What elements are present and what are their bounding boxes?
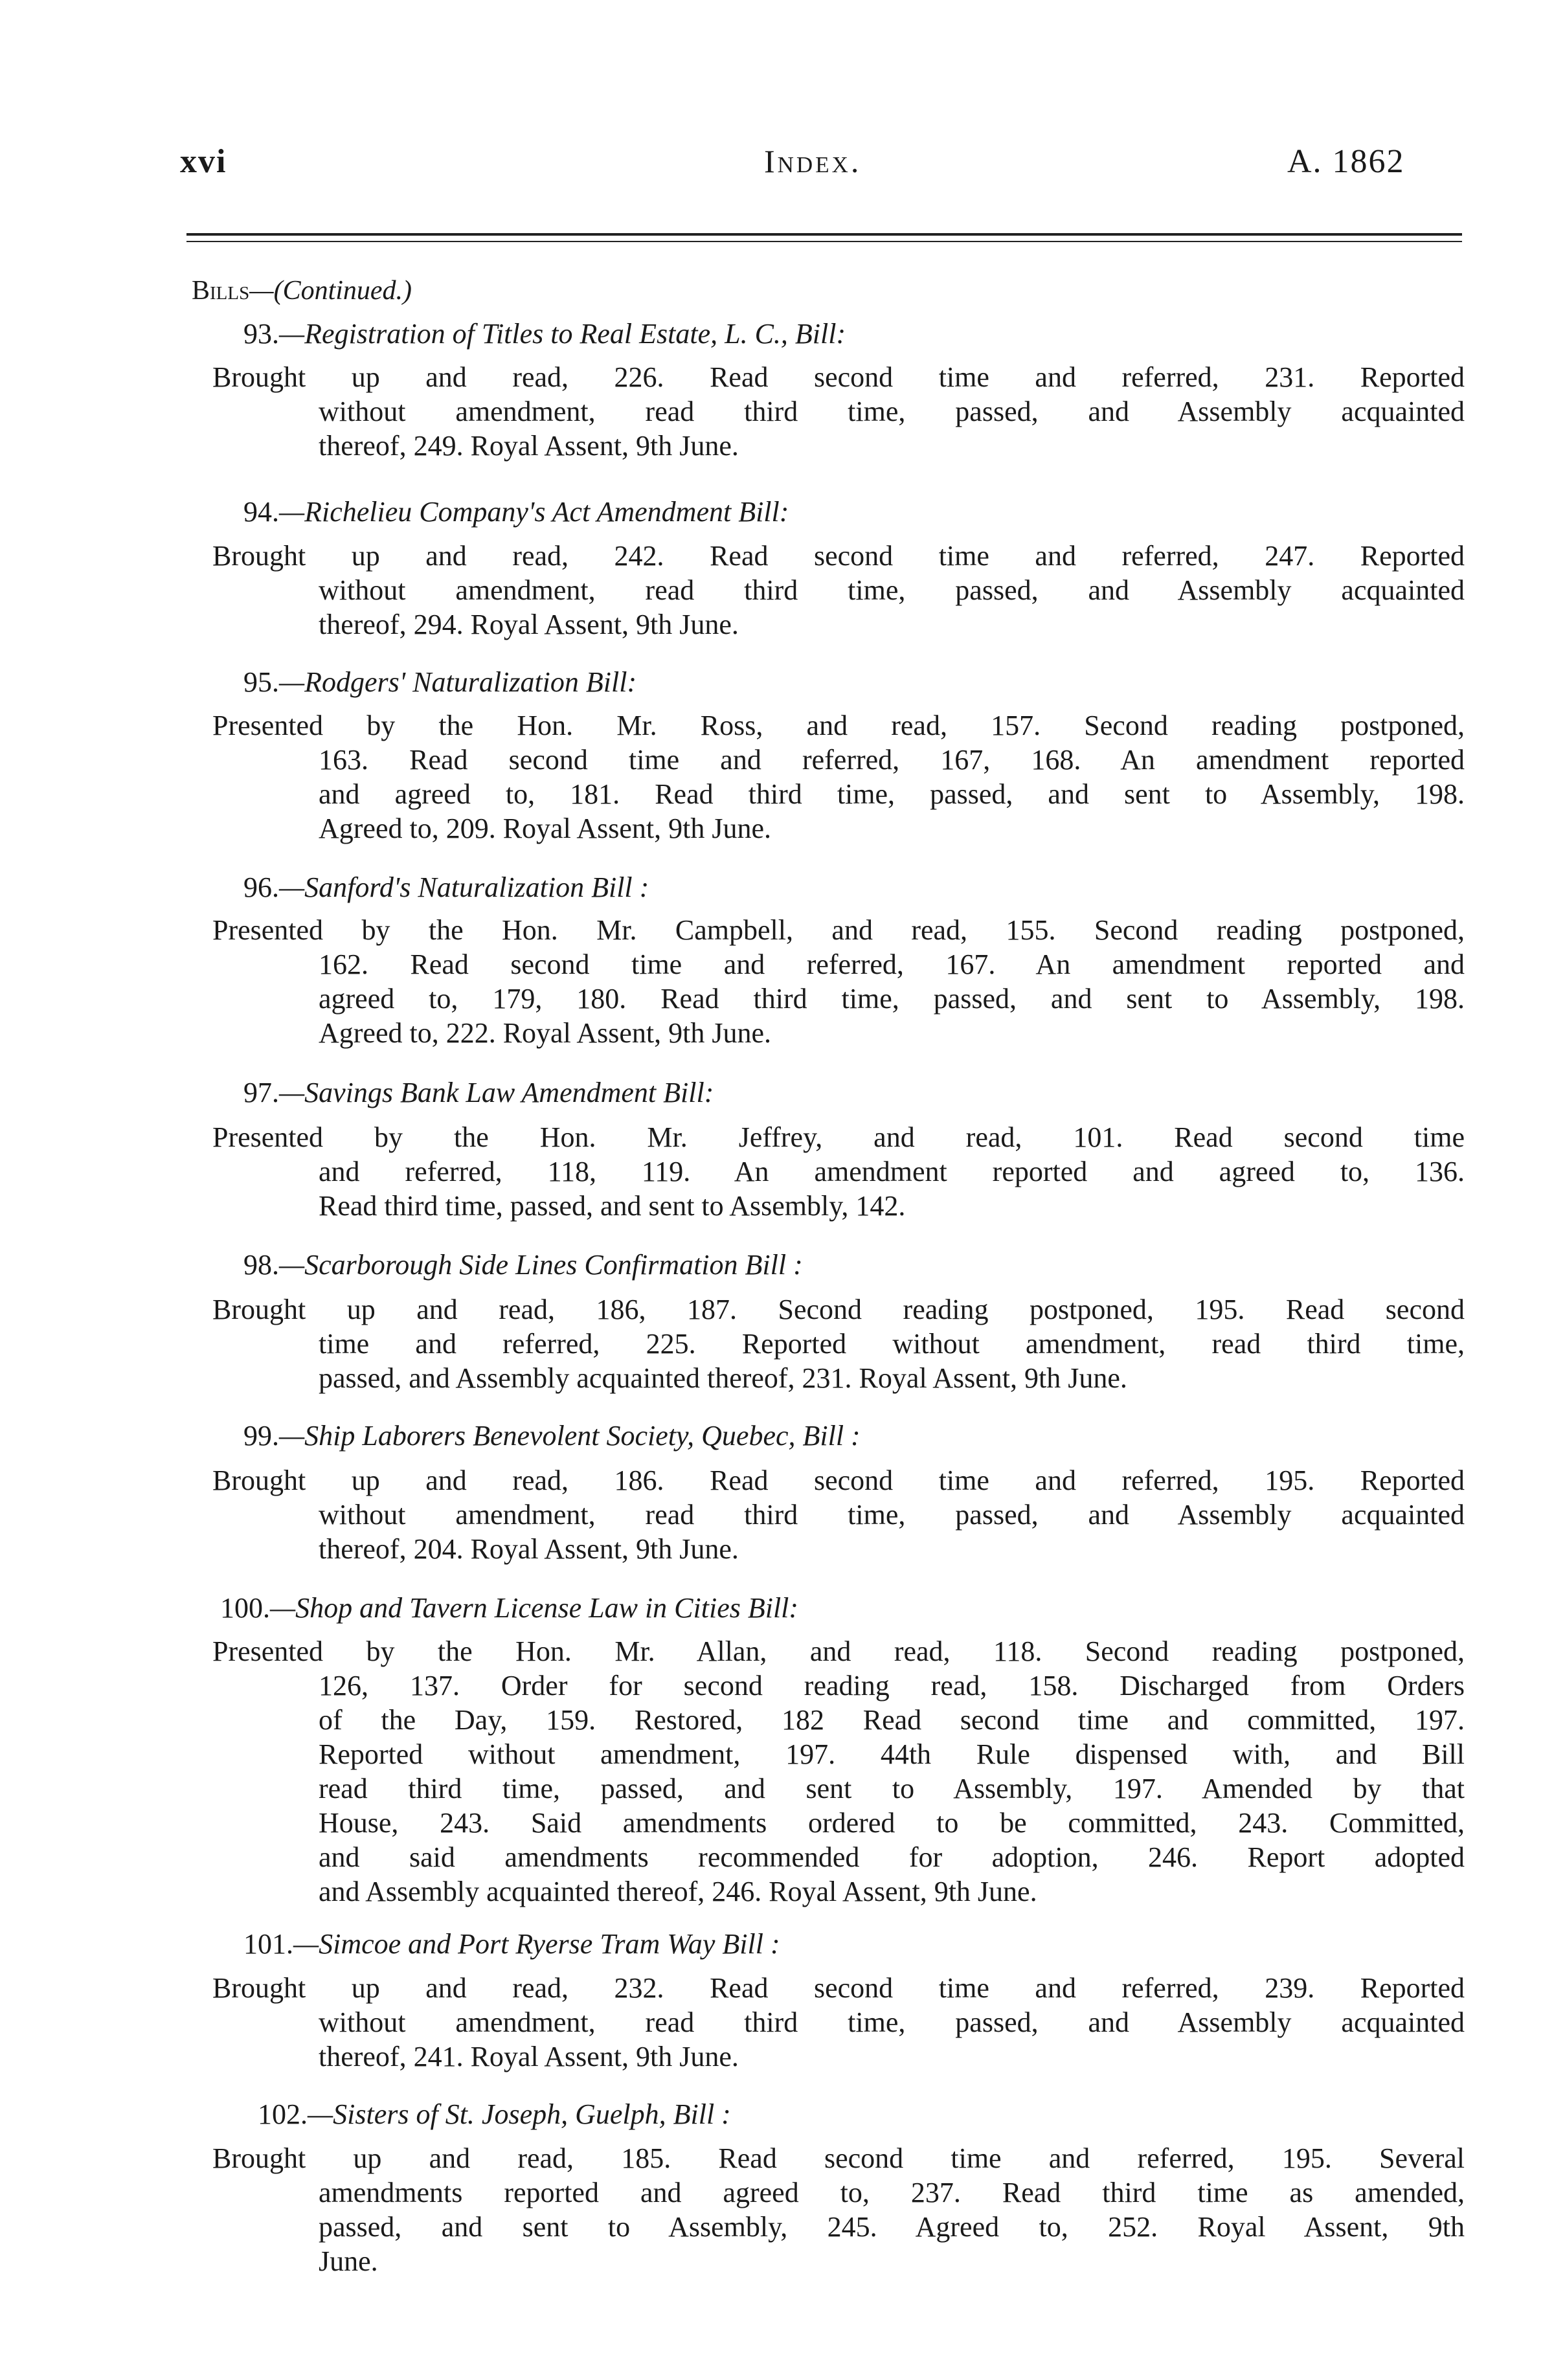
entry-heading [243, 1248, 803, 1281]
entry-line: Presented by the Hon. Mr. Ross, and read, 157. Second reading postponed, [212, 710, 1465, 741]
section-name: Bills [192, 276, 250, 306]
entry-line: Brought up and read, 186. Read second time and referred, 195. Reported [212, 1465, 1465, 1496]
entry-line: thereof, 294. Royal Assent, 9th June. [319, 609, 739, 640]
entry-line: 162. Read second time and referred, 167. An amendment reported and [319, 949, 1465, 980]
entry-number: 95. [243, 666, 279, 698]
entry-title: —Registration of Titles to Real Estate, L. C., Bill: [279, 318, 846, 350]
entry-title: —Richelieu Company's Act Amendment Bill: [279, 496, 789, 528]
entry-number: 101. [243, 1928, 293, 1960]
entry-heading [243, 1419, 861, 1452]
entry-heading [220, 1591, 798, 1624]
entry-number: 100. [220, 1592, 270, 1624]
entry-body [212, 1292, 1465, 1395]
entry-line: without amendment, read third time, passed, and Assembly acquainted [319, 396, 1465, 427]
entry-title: —Savings Bank Law Amendment Bill: [279, 1077, 714, 1108]
entry-number: 96. [243, 871, 279, 903]
entry-body [212, 539, 1465, 642]
entry-number: 97. [243, 1077, 279, 1108]
entry-heading [258, 2098, 731, 2131]
section-label [192, 275, 412, 306]
entry-line: Brought up and read, 226. Read second time and referred, 231. Reported [212, 361, 1465, 393]
entry-line: thereof, 249. Royal Assent, 9th June. [319, 430, 739, 462]
page-title: Index. [764, 143, 862, 179]
entry-body [212, 360, 1465, 463]
entry-line: amendments reported and agreed to, 237. Read third time as amended, [319, 2177, 1465, 2208]
entry-title: —Sisters of St. Joseph, Guelph, Bill : [308, 2098, 731, 2130]
entry-heading [243, 1076, 714, 1109]
entry-line: Presented by the Hon. Mr. Jeffrey, and read, 101. Read second time [212, 1121, 1465, 1153]
entry-line: and said amendments recommended for adoption, 246. Report adopted [319, 1841, 1465, 1873]
page-number: xvi [180, 143, 227, 180]
entry-heading [243, 317, 846, 350]
entry-line: Brought up and read, 232. Read second time and referred, 239. Reported [212, 1972, 1465, 2004]
entry-body [212, 1463, 1465, 1566]
year-label: A. 1862 [1287, 143, 1405, 180]
entry-heading [243, 1927, 780, 1960]
entry-line: and agreed to, 181. Read third time, passed, and sent to Assembly, 198. [319, 778, 1465, 810]
section-continued: —(Continued.) [249, 276, 412, 306]
entry-line: Brought up and read, 185. Read second time and referred, 195. Several [212, 2142, 1465, 2174]
entry-line: June. [319, 2245, 378, 2277]
entry-line: Brought up and read, 242. Read second time and referred, 247. Reported [212, 540, 1465, 572]
entry-line: Reported without amendment, 197. 44th Rule dispensed with, and Bill [319, 1738, 1465, 1770]
entry-title: —Ship Laborers Benevolent Society, Quebec, Bill : [279, 1420, 861, 1452]
entry-heading [243, 666, 636, 699]
entry-title: —Scarborough Side Lines Confirmation Bill : [279, 1249, 803, 1281]
entry-title: —Rodgers' Naturalization Bill: [279, 666, 637, 698]
entry-title: —Sanford's Naturalization Bill : [279, 871, 649, 903]
entry-line: Presented by the Hon. Mr. Campbell, and read, 155. Second reading postponed, [212, 914, 1465, 946]
entry-heading [243, 495, 789, 528]
page-header [0, 142, 1554, 194]
entry-line: 126, 137. Order for second reading read, 158. Discharged from Orders [319, 1670, 1465, 1701]
entry-line: without amendment, read third time, passed, and Assembly acquainted [319, 2006, 1465, 2038]
entry-line: 163. Read second time and referred, 167, 168. An amendment reported [319, 744, 1465, 776]
entry-number: 102. [258, 2098, 308, 2130]
entry-line: read third time, passed, and sent to Assembly, 197. Amended by that [319, 1773, 1465, 1804]
entry-heading [243, 871, 649, 904]
entry-line: House, 243. Said amendments ordered to be committed, 243. Committed, [319, 1807, 1465, 1839]
entry-line: Brought up and read, 186, 187. Second reading postponed, 195. Read second [212, 1294, 1465, 1325]
entry-number: 93. [243, 318, 279, 350]
entry-title: —Shop and Tavern License Law in Cities Bill: [270, 1592, 799, 1624]
entry-line: and Assembly acquainted thereof, 246. Royal Assent, 9th June. [319, 1876, 1037, 1907]
entry-line: and referred, 118, 119. An amendment reported and agreed to, 136. [319, 1156, 1465, 1187]
entry-number: 98. [243, 1249, 279, 1281]
entry-body [212, 1971, 1465, 2074]
entry-body [212, 708, 1465, 846]
entry-line: passed, and sent to Assembly, 245. Agreed to, 252. Royal Assent, 9th [319, 2211, 1465, 2243]
entry-line: Agreed to, 209. Royal Assent, 9th June. [319, 813, 772, 844]
entry-line: without amendment, read third time, passed, and Assembly acquainted [319, 574, 1465, 606]
header-rule [186, 233, 1462, 236]
entry-line: Agreed to, 222. Royal Assent, 9th June. [319, 1017, 772, 1049]
entry-line: thereof, 204. Royal Assent, 9th June. [319, 1533, 739, 1565]
entry-line: without amendment, read third time, passed, and Assembly acquainted [319, 1499, 1465, 1531]
entry-line: Read third time, passed, and sent to Assembly, 142. [319, 1190, 906, 1222]
entry-line: of the Day, 159. Restored, 182 Read second time and committed, 197. [319, 1704, 1465, 1736]
entry-body [212, 2141, 1465, 2278]
entry-line: thereof, 241. Royal Assent, 9th June. [319, 2041, 739, 2072]
entry-number: 99. [243, 1420, 279, 1452]
header-rule-thin [186, 241, 1462, 242]
entry-line: passed, and Assembly acquainted thereof, 231. Royal Assent, 9th June. [319, 1362, 1127, 1394]
entry-body [212, 1120, 1465, 1223]
entry-body [212, 913, 1465, 1050]
entry-line: Presented by the Hon. Mr. Allan, and read, 118. Second reading postponed, [212, 1635, 1465, 1667]
entry-title: —Simcoe and Port Ryerse Tram Way Bill : [293, 1928, 780, 1960]
entry-number: 94. [243, 496, 279, 528]
entry-line: time and referred, 225. Reported without amendment, read third time, [319, 1328, 1465, 1360]
entry-line: agreed to, 179, 180. Read third time, passed, and sent to Assembly, 198. [319, 983, 1465, 1015]
entry-body [212, 1634, 1465, 1909]
